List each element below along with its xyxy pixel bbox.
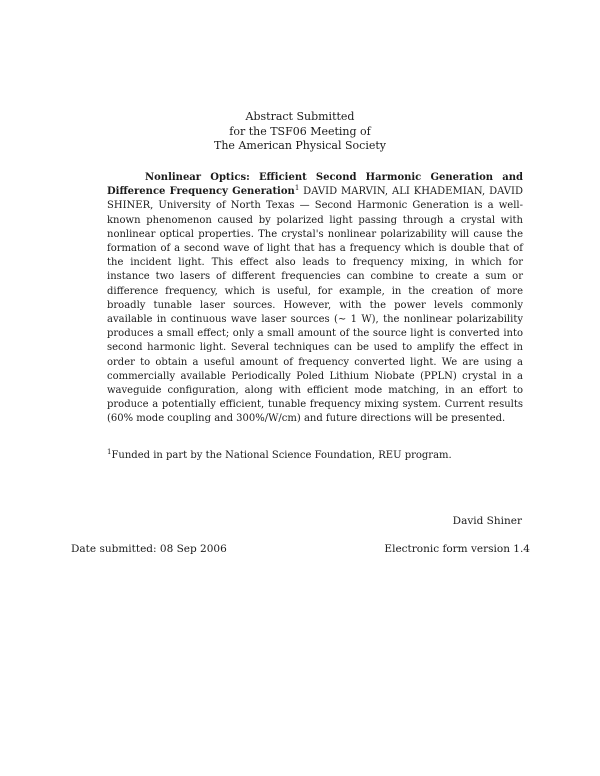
title-footnote-mark: 1 — [294, 184, 300, 193]
abstract-title: Nonlinear Optics: Efficient Second Harmonic Generation and Difference Frequency Generation — [107, 172, 523, 198]
abstract-text: Second Harmonic Generation is a well-known phenomenon caused by polarized light passing through a crystal with nonlinear optical properties. The crystal's nonlinear polarizability will cause the formation of a second wave of light that has a frequency which is double that of the incident light. This effect also leads to frequency mixing, in which for instance two lasers of different frequencies can combine to create a sum or difference frequency, which is useful, for example, in the creation of more broadly tunable laser sources. However, with the power levels commonly available in continuous wave laser sources (∼ 1 W), the nonlinear polarizability produces a small effect; only a small amount of the source light is converted into second harmonic light. Several techniques can be used to amplify the effect in order to obtain a useful amount of frequency converted light. We are using a commercially available Periodically Poled Lithium Niobate (PPLN) crystal in a waveguide configuration, along with efficient mode matching, in an effort to produce a potentially efficient, tunable frequency mixing system. Current results (60% mode coupling and 300%/W/cm) and future directions will be presented. — [107, 200, 524, 425]
date-submitted: Date submitted: 08 Sep 2006 — [71, 543, 227, 555]
em-dash-separator: — — [294, 200, 315, 212]
header-line-2: for the TSF06 Meeting of — [229, 124, 371, 138]
electronic-form-version: Electronic form version 1.4 — [384, 543, 530, 555]
submission-header — [0, 110, 600, 154]
abstract-body — [107, 171, 523, 427]
header-line-3: The American Physical Society — [214, 139, 386, 152]
footnote-text: Funded in part by the National Science Foundation, REU program. — [111, 450, 452, 461]
author-list: DAVID MARVIN, ALI KHADEMIAN, DAVID SHINER, University of North Texas — [107, 186, 524, 212]
funding-footnote — [107, 449, 523, 462]
footnote-mark: 1 — [107, 448, 112, 456]
header-line-1: Abstract Submitted — [245, 110, 355, 123]
submitter-name: David Shiner — [452, 515, 522, 527]
